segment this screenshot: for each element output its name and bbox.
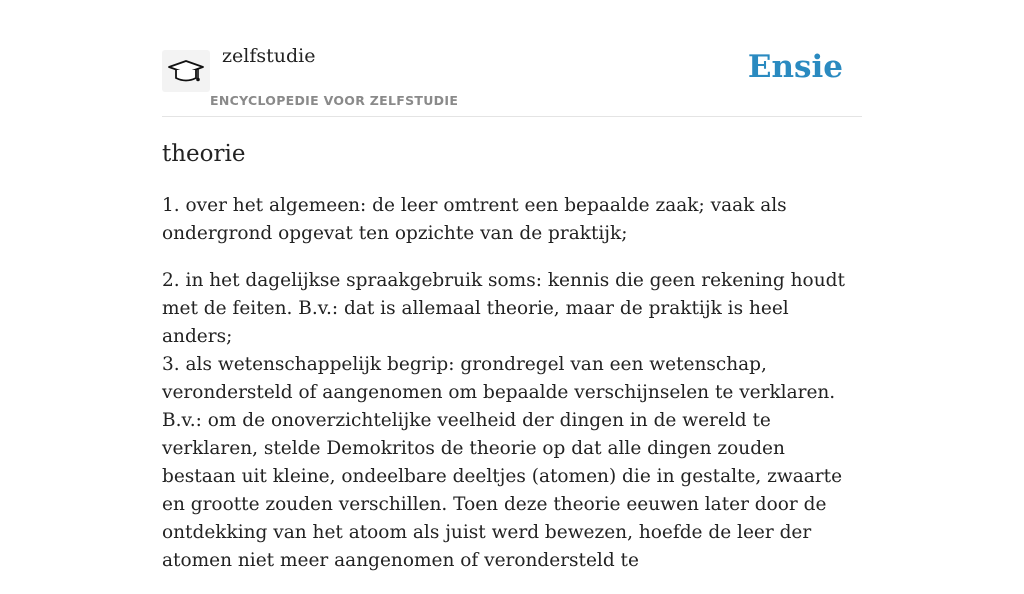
zelfstudie-logo-link[interactable] (162, 50, 210, 92)
graduation-cap-icon (167, 58, 205, 86)
brand-name[interactable]: zelfstudie (222, 45, 316, 67)
ensie-logo-link[interactable]: Ensie (747, 49, 843, 85)
definition-paragraph-2: 2. in het dagelijkse spraakgebruik soms: kennis die geen rekening houdt met de feiten. B.v.: dat is allemaal theorie, maar de praktijk is heel anders; (162, 270, 845, 347)
definition-paragraph-3: 3. als wetenschappelijk begrip: grondregel van een wetenschap, verondersteld of aangenomen om bepaalde verschijnselen te verklaren. B.v.: om de onoverzichtelijke veelheid der dingen in de wereld te verklaren, stelde Demokritos de theorie op dat alle dingen zouden bestaan uit kleine, ondeelbare deeltjes (atomen) die in gestalte, zwaarte en grootte zouden verschillen. Toen deze theorie eeuwen later door de ontdekking van het atoom als juist werd bewezen, hoefde de leer der atomen niet meer aangenomen of verondersteld te (162, 354, 843, 571)
article-title: theorie (162, 141, 246, 167)
article (162, 138, 862, 594)
definition-paragraph-1: 1. over het algemeen: de leer omtrent een bepaalde zaak; vaak als ondergrond opgevat ten opzichte van de praktijk; (162, 195, 787, 244)
brand-tagline: ENCYCLOPEDIE VOOR ZELFSTUDIE (210, 93, 459, 108)
site-header (162, 0, 862, 117)
